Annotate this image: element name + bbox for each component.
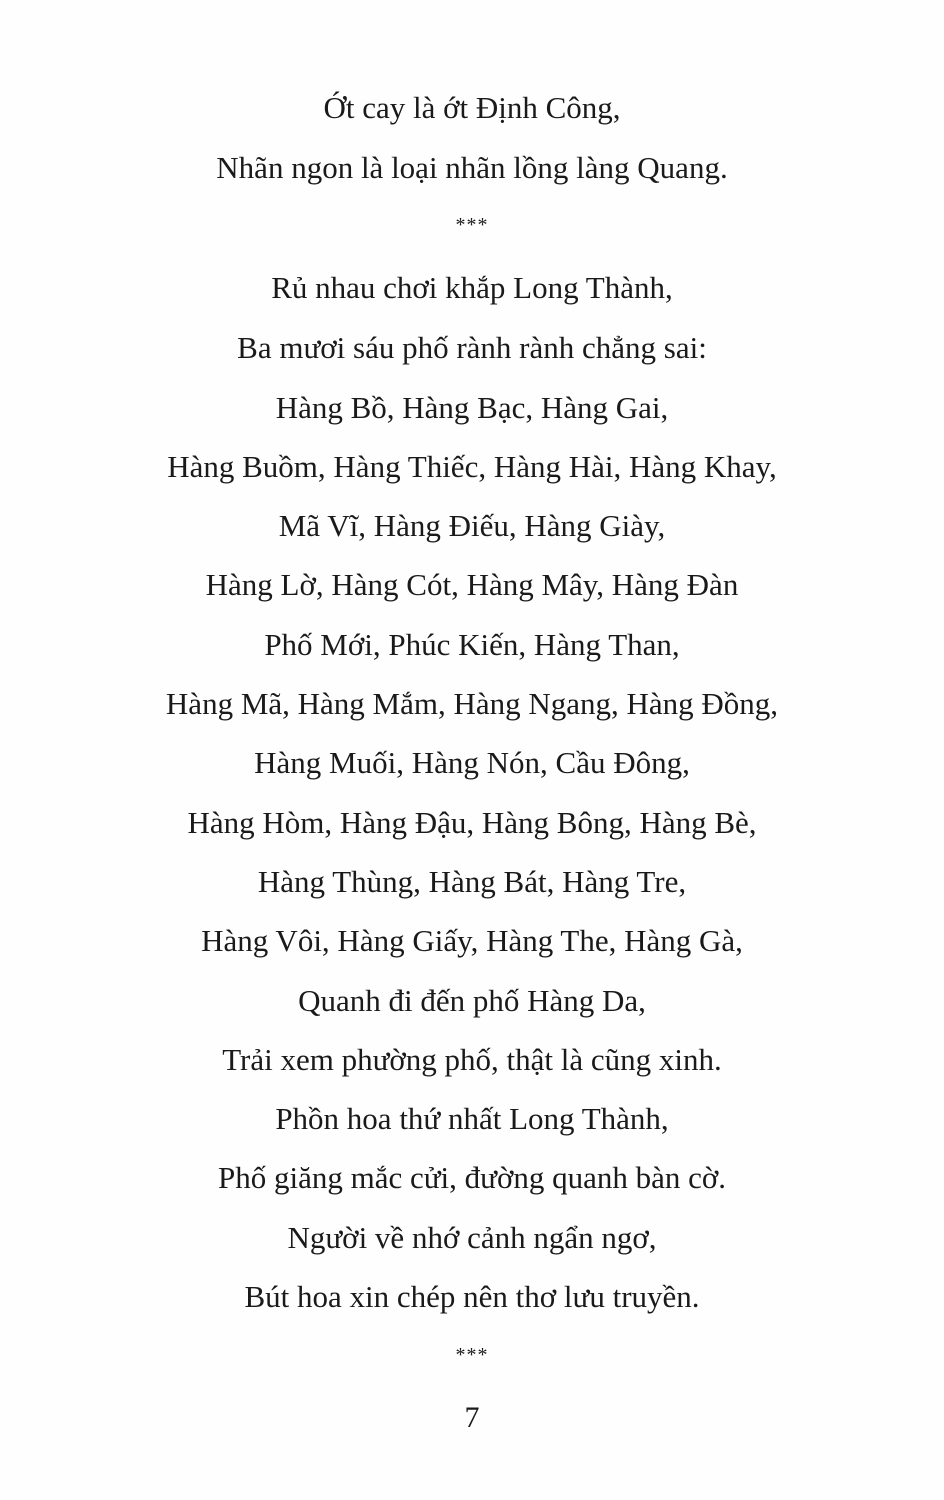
poem-line: Hàng Buồm, Hàng Thiếc, Hàng Hài, Hàng Khay,	[167, 449, 777, 484]
poem-line: Người về nhớ cảnh ngẩn ngơ,	[287, 1220, 657, 1255]
poem-line: Hàng Bồ, Hàng Bạc, Hàng Gai,	[275, 390, 669, 425]
stanza-separator: ***	[455, 214, 489, 236]
poem-line: Bút hoa xin chép nên thơ lưu truyền.	[244, 1279, 700, 1314]
stanza-separator: ***	[455, 1344, 489, 1366]
page-number: 7	[464, 1401, 480, 1434]
poem-line: Quanh đi đến phố Hàng Da,	[298, 983, 646, 1018]
poem-line: Phồn hoa thứ nhất Long Thành,	[275, 1101, 669, 1136]
poem-line: Hàng Mã, Hàng Mắm, Hàng Ngang, Hàng Đồng,	[165, 686, 779, 721]
poem-line: Mã Vĩ, Hàng Điếu, Hàng Giày,	[278, 508, 666, 543]
poem-line: Trải xem phường phố, thật là cũng xinh.	[222, 1042, 722, 1077]
poem-line: Hàng Hòm, Hàng Đậu, Hàng Bông, Hàng Bè,	[187, 805, 757, 840]
poem-line: Phố Mới, Phúc Kiến, Hàng Than,	[264, 627, 680, 662]
poem-line: Phố giăng mắc cửi, đường quanh bàn cờ.	[217, 1160, 727, 1195]
poem-line: Hàng Vôi, Hàng Giấy, Hàng The, Hàng Gà,	[201, 923, 743, 958]
poem-line: Hàng Lờ, Hàng Cót, Hàng Mây, Hàng Đàn	[205, 567, 739, 602]
poem-line: Hàng Thùng, Hàng Bát, Hàng Tre,	[257, 864, 687, 899]
poem-line: Ớt cay là ớt Định Công,	[323, 90, 621, 125]
poem-line: Hàng Muối, Hàng Nón, Cầu Đông,	[254, 745, 690, 780]
poem-line: Ba mươi sáu phố rành rành chẳng sai:	[237, 330, 707, 365]
poem-line: Rủ nhau chơi khắp Long Thành,	[271, 270, 673, 305]
poem-line: Nhãn ngon là loại nhãn lồng làng Quang.	[216, 150, 728, 185]
